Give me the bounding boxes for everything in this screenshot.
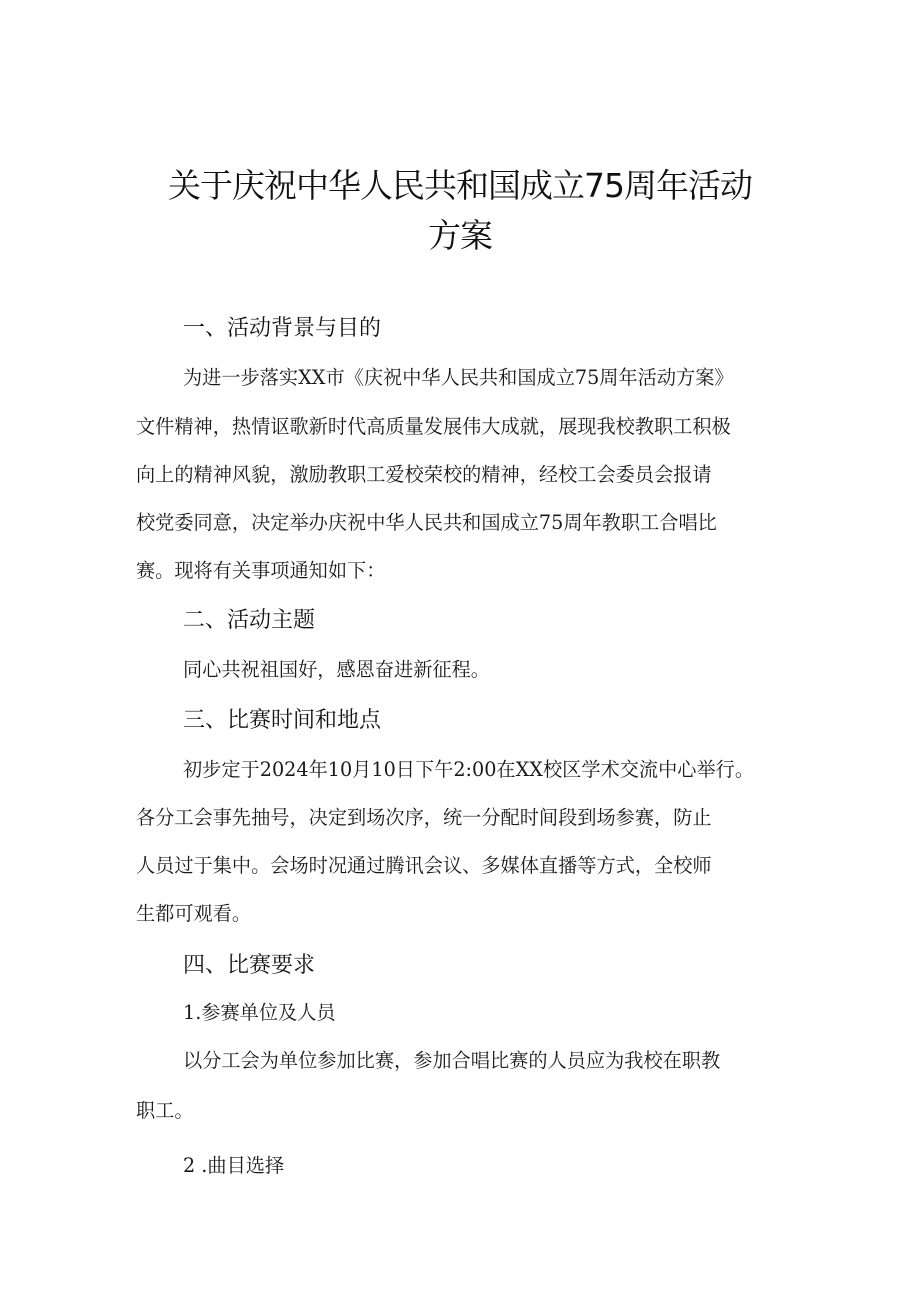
document-title-line-2: 方案	[428, 216, 492, 255]
paragraph-line: 同心共祝祖国好，感恩奋进新征程。	[183, 658, 490, 681]
paragraph-line: 文件精神，热情讴歌新时代高质量发展伟大成就，展现我校教职工积极	[136, 415, 731, 438]
paragraph-line: 向上的精神风貌，激励教职工爱校荣校的精神，经校工会委员会报请	[136, 463, 712, 486]
paragraph-line: 各分工会事先抽号，决定到场次序，统一分配时间段到场参赛，防止	[136, 806, 712, 829]
subsection-heading: 1.参赛单位及人员	[183, 1001, 336, 1024]
paragraph-line: 初步定于2024年10月10日下午2:00在XX校区学术交流中心举行。	[183, 758, 755, 781]
section-heading-time-place: 三、比赛时间和地点	[183, 708, 382, 733]
paragraph-line: 以分工会为单位参加比赛，参加合唱比赛的人员应为我校在职教	[183, 1049, 721, 1072]
paragraph-line: 赛。现将有关事项通知如下：	[136, 559, 386, 582]
section-heading-background: 一、活动背景与目的	[183, 316, 382, 341]
paragraph-line: 职工。	[136, 1099, 194, 1122]
document-title-line-1: 关于庆祝中华人民共和国成立75周年活动	[168, 166, 752, 205]
paragraph-line: 校党委同意，决定举办庆祝中华人民共和国成立75周年教职工合唱比	[136, 511, 717, 534]
section-heading-requirements: 四、比赛要求	[183, 953, 316, 978]
paragraph-line: 人员过于集中。会场时况通过腾讯会议、多媒体直播等方式，全校师	[136, 854, 712, 877]
paragraph-line: 生都可观看。	[136, 902, 252, 925]
subsection-heading: 2 .曲目选择	[183, 1154, 285, 1177]
section-heading-theme: 二、活动主题	[183, 608, 316, 633]
paragraph-line: 为进一步落实XX市《庆祝中华人民共和国成立75周年活动方案》	[183, 366, 734, 389]
